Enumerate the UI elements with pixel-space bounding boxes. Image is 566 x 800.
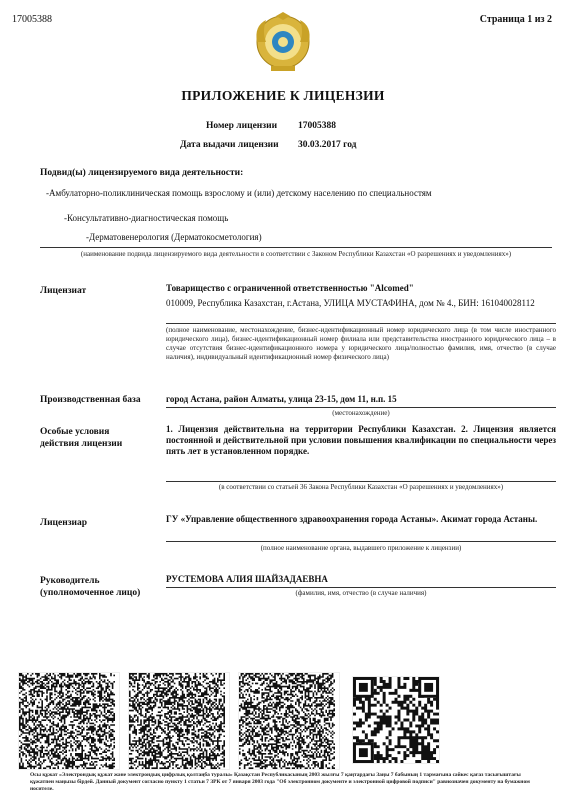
bullet-dash-icon: - <box>86 232 89 242</box>
license-date-value: 30.03.2017 год <box>298 140 357 150</box>
divider <box>166 323 556 324</box>
base-note: (местонахождение) <box>332 409 390 417</box>
qr-code-3 <box>238 672 340 770</box>
page-indicator: Страница 1 из 2 <box>479 14 552 25</box>
conditions-value: 1. Лицензия действительна на территории Республики Казахстан. 2. Лицензия является постоянной и действительной при условии повышения квалификации по специальности через пять лет в установленном порядке. <box>166 424 556 456</box>
subtype-item-3: -Дерматовенерология (Дерматокосметология) <box>86 232 262 242</box>
subtype-item-2: -Консультативно-диагностическая помощь <box>64 213 229 223</box>
licensee-address: 010009, Республика Казахстан, г.Астана, УЛИЦА МУСТАФИНА, дом № 4., БИН: 161040028112 <box>166 298 535 308</box>
licensor-label: Лицензиар <box>40 518 88 528</box>
conditions-label: Особые условия действия лицензии <box>40 427 123 449</box>
licensor-value: ГУ «Управление общественного здравоохранения города Астаны». Акимат города Астаны. <box>166 514 538 524</box>
subtypes-note: (наименование подвида лицензируемого вида деятельности в соответствии с Законом Республики Казахстан «О разрешениях и уведомлениях») <box>80 250 512 258</box>
document-number: 17005388 <box>12 14 52 25</box>
qr-code-2 <box>128 672 230 770</box>
divider <box>166 481 556 482</box>
licensee-name: Товарищество с ограниченной ответственностью "Alcomed" <box>166 283 414 293</box>
head-value: РУСТЕМОВА АЛИЯ ШАЙЗАДАЕВНА <box>166 574 328 584</box>
bullet-dash-icon: - <box>46 188 49 198</box>
head-label: Руководитель (уполномоченное лицо) <box>40 576 141 598</box>
licensee-note: (полное наименование, местонахождение, бизнес-идентификационный номер юридического лица (в том числе иностранного юридического лица), бизнес-идентификационный номер филиала или представительства иностранного юридического лица – в случае отсутствия бизнес-идентификационного номера у юридического лица/полностью фамилия, имя, отчество (в случае наличия), индивидуальный идентификационный номер физического лица) <box>166 326 556 361</box>
conditions-note: (в соответствии со статьей 36 Закона Республики Казахстан «О разрешениях и уведомлениях») <box>218 483 504 491</box>
license-number-value: 17005388 <box>298 121 336 131</box>
bullet-dash-icon: - <box>64 213 67 223</box>
subtype-item-1: -Амбулаторно-поликлиническая помощь взрослому и (или) детскому населению по специальностям <box>46 188 432 198</box>
page-title: ПРИЛОЖЕНИЕ К ЛИЦЕНЗИИ <box>181 88 385 103</box>
head-note: (фамилия, имя, отчество (в случае наличия) <box>295 589 427 597</box>
license-date-label: Дата выдачи лицензии <box>180 140 279 150</box>
qr-code-4 <box>352 676 440 764</box>
licensor-note: (полное наименование органа, выдавшего приложение к лицензии) <box>260 544 462 552</box>
divider <box>166 587 556 588</box>
subtypes-heading: Подвид(ы) лицензируемого вида деятельности: <box>40 168 244 178</box>
divider <box>166 541 556 542</box>
licensee-label: Лицензиат <box>40 286 87 296</box>
footer-text: Осы құжат «Электрондық құжат және электрондық цифрлық қолтаңба туралы» Қазақстан Республикасының 2003 жылғы 7 қаңтардағы Заңы 7 бабының 1 тармағына сәйкес қағаз тасығыштағы құжатпен маңызы бірдей. Данный документ согласно пункту 1 статьи 7 ЗРК от 7 января 2003 года "Об электронном документе и электронной цифровой подписи" равнозначен документу на бумажном носителе. <box>30 772 530 792</box>
qr-code-1 <box>18 672 120 770</box>
divider <box>166 407 556 408</box>
base-value: город Астана, район Алматы, улица 23-15, дом 11, н.п. 15 <box>166 394 397 404</box>
license-number-label: Номер лицензии <box>206 121 278 131</box>
state-emblem-icon <box>254 12 312 74</box>
base-label: Производственная база <box>40 395 141 405</box>
divider <box>40 247 552 248</box>
